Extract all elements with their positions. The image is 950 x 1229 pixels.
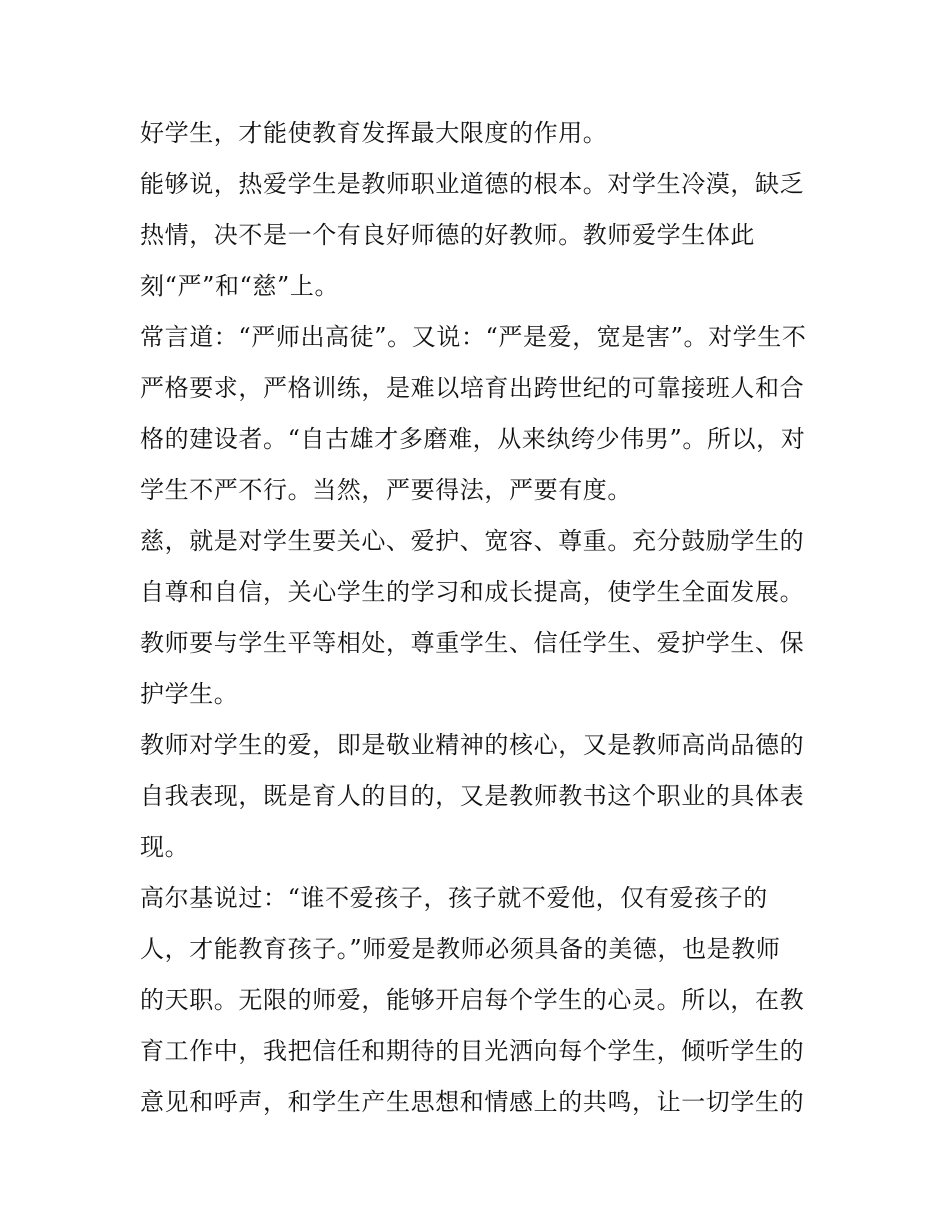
text-line: 自尊和自信，关心学生的学习和成长提高，使学生全面发展。 (140, 578, 805, 606)
text-line: 人，才能教育孩子。”师爱是教师必须具备的美德，也是教师 (140, 935, 781, 963)
text-line: 学生不严不行。当然，严要得法，严要有度。 (140, 476, 632, 504)
text-line: 能够说，热爱学生是教师职业道德的根本。对学生冷漠，缺乏 (140, 170, 805, 198)
text-line: 育工作中，我把信任和期待的目光洒向每个学生，倾听学生的 (140, 1037, 805, 1065)
text-line: 慈，就是对学生要关心、爱护、宽容、尊重。充分鼓励学生的 (140, 527, 805, 555)
text-line: 意见和呼声，和学生产生思想和情感上的共鸣，让一切学生的 (140, 1088, 805, 1116)
text-line: 现。 (140, 833, 190, 861)
text-line: 常言道：“严师出高徒”。又说：“严是爱，宽是害”。对学生不 (140, 323, 807, 351)
text-line: 高尔基说过：“谁不爱孩子，孩子就不爱他，仅有爱孩子的 (140, 884, 768, 912)
text-line: 热情，决不是一个有良好师德的好教师。教师爱学生体此 (140, 221, 755, 249)
text-line: 教师要与学生平等相处，尊重学生、信任学生、爱护学生、保 (140, 629, 805, 657)
text-line: 的天职。无限的师爱，能够开启每个学生的心灵。所以，在教 (140, 986, 805, 1014)
text-line: 护学生。 (140, 680, 239, 708)
text-line: 教师对学生的爱，即是敬业精神的核心，又是教师高尚品德的 (140, 731, 805, 759)
text-line: 格的建设者。“自古雄才多磨难，从来纨绔少伟男”。所以，对 (140, 425, 806, 453)
text-line: 严格要求，严格训练，是难以培育出跨世纪的可靠接班人和合 (140, 374, 805, 402)
body-text (140, 108, 820, 1128)
text-line: 自我表现，既是育人的目的，又是教师教书这个职业的具体表 (140, 782, 805, 810)
text-line: 刻“严”和“慈”上。 (140, 272, 340, 300)
text-line: 好学生，才能使教育发挥最大限度的作用。 (140, 119, 608, 147)
